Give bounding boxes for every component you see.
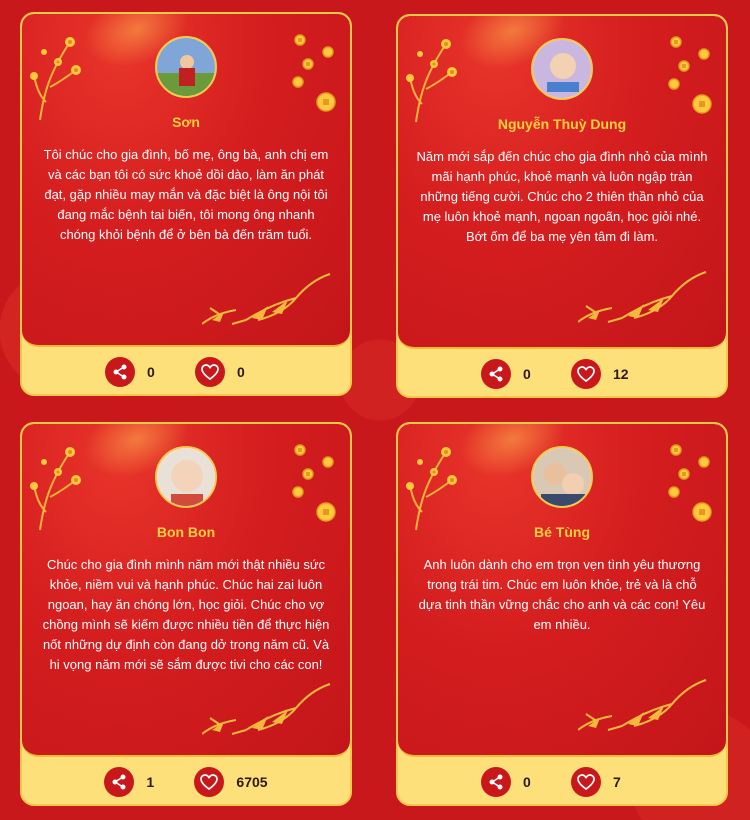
crane-icon xyxy=(202,272,332,328)
gold-coins-icon xyxy=(290,32,340,122)
share-action xyxy=(481,359,553,389)
apricot-blossom-icon xyxy=(30,442,90,532)
share-button[interactable] xyxy=(481,767,511,797)
wish-card xyxy=(396,14,728,398)
wish-card xyxy=(20,12,352,396)
author-name: Sơn xyxy=(172,114,200,130)
heart-icon xyxy=(577,774,595,790)
gold-coins-icon xyxy=(290,442,340,532)
like-count: 7 xyxy=(613,774,621,790)
share-count: 0 xyxy=(147,364,155,380)
wish-card-body xyxy=(398,16,726,349)
share-action xyxy=(104,767,176,797)
author-name: Bé Tùng xyxy=(534,524,590,540)
like-button[interactable] xyxy=(195,357,225,387)
like-count: 6705 xyxy=(236,774,268,790)
apricot-blossom-icon xyxy=(406,34,466,124)
heart-icon xyxy=(200,774,218,790)
like-button[interactable] xyxy=(571,359,601,389)
apricot-blossom-icon xyxy=(406,442,466,532)
card-actions xyxy=(398,354,726,394)
wish-message: Anh luôn dành cho em trọn vẹn tình yêu thương trong trái tim. Chúc em luôn khỏe, trẻ và là chỗ dựa tinh thần vững chắc cho anh và các con! Yêu em nhiều. xyxy=(418,557,706,632)
card-actions xyxy=(22,352,350,392)
like-action xyxy=(195,357,267,387)
wish-card xyxy=(396,422,728,806)
gold-coins-icon xyxy=(666,34,716,124)
like-button[interactable] xyxy=(571,767,601,797)
author-name: Nguyễn Thuỳ Dung xyxy=(497,116,627,132)
author-name: Bon Bon xyxy=(156,524,216,540)
crane-icon xyxy=(578,270,708,326)
avatar xyxy=(531,446,593,508)
share-icon xyxy=(488,366,504,382)
gold-coins-icon xyxy=(666,442,716,532)
wish-card-body xyxy=(22,424,350,757)
heart-icon xyxy=(577,366,595,382)
like-action xyxy=(571,359,643,389)
like-button[interactable] xyxy=(194,767,224,797)
like-action xyxy=(194,767,267,797)
wish-card-body xyxy=(398,424,726,757)
card-actions xyxy=(398,762,726,802)
card-actions xyxy=(22,762,350,802)
avatar xyxy=(155,446,217,508)
wish-card xyxy=(20,422,352,806)
wish-message: Tôi chúc cho gia đình, bố mẹ, ông bà, anh chị em và các bạn tôi có sức khoẻ dồi dào, làm ăn phát đạt, gặp nhiều may mắn và đặc biệt là ông nội tôi đang mắc bệnh tai biến, tôi mong ông nhanh chóng khỏi bệnh để ở bên bà đến trăm tuổi. xyxy=(43,147,329,242)
share-action xyxy=(481,767,553,797)
like-count: 12 xyxy=(613,366,629,382)
share-action xyxy=(105,357,177,387)
share-icon xyxy=(111,774,127,790)
heart-icon xyxy=(201,364,219,380)
share-count: 0 xyxy=(523,366,531,382)
wish-message: Chúc cho gia đình mình năm mới thật nhiều sức khỏe, niềm vui và hạnh phúc. Chúc hai zai luôn ngoan, hay ăn chóng lớn, học giỏi. Chúc cho vợ chồng mình sẽ kiếm được nhiều tiền để thực hiện nốt những dự định còn đang dở trong năm cũ. Và hi vọng năm mới sẽ sắm được tivi cho các con! xyxy=(42,557,330,672)
like-action xyxy=(571,767,643,797)
avatar xyxy=(155,36,217,98)
crane-icon xyxy=(202,682,332,738)
wish-card-body xyxy=(22,14,350,347)
share-count: 0 xyxy=(523,774,531,790)
avatar xyxy=(531,38,593,100)
share-button[interactable] xyxy=(481,359,511,389)
share-icon xyxy=(112,364,128,380)
share-count: 1 xyxy=(146,774,155,790)
share-button[interactable] xyxy=(104,767,134,797)
share-button[interactable] xyxy=(105,357,135,387)
wish-message: Năm mới sắp đến chúc cho gia đình nhỏ của mình mãi hạnh phúc, khoẻ mạnh và luôn ngập tràn những tiếng cười. Chúc cho 2 thiên thần nhỏ của mẹ luôn khoẻ mạnh, ngoan ngoãn, học giỏi nhé. Bớt ốm để ba mẹ yên tâm đi làm. xyxy=(416,149,708,244)
crane-icon xyxy=(578,678,708,734)
apricot-blossom-icon xyxy=(30,32,90,122)
like-count: 0 xyxy=(237,364,245,380)
share-icon xyxy=(488,774,504,790)
